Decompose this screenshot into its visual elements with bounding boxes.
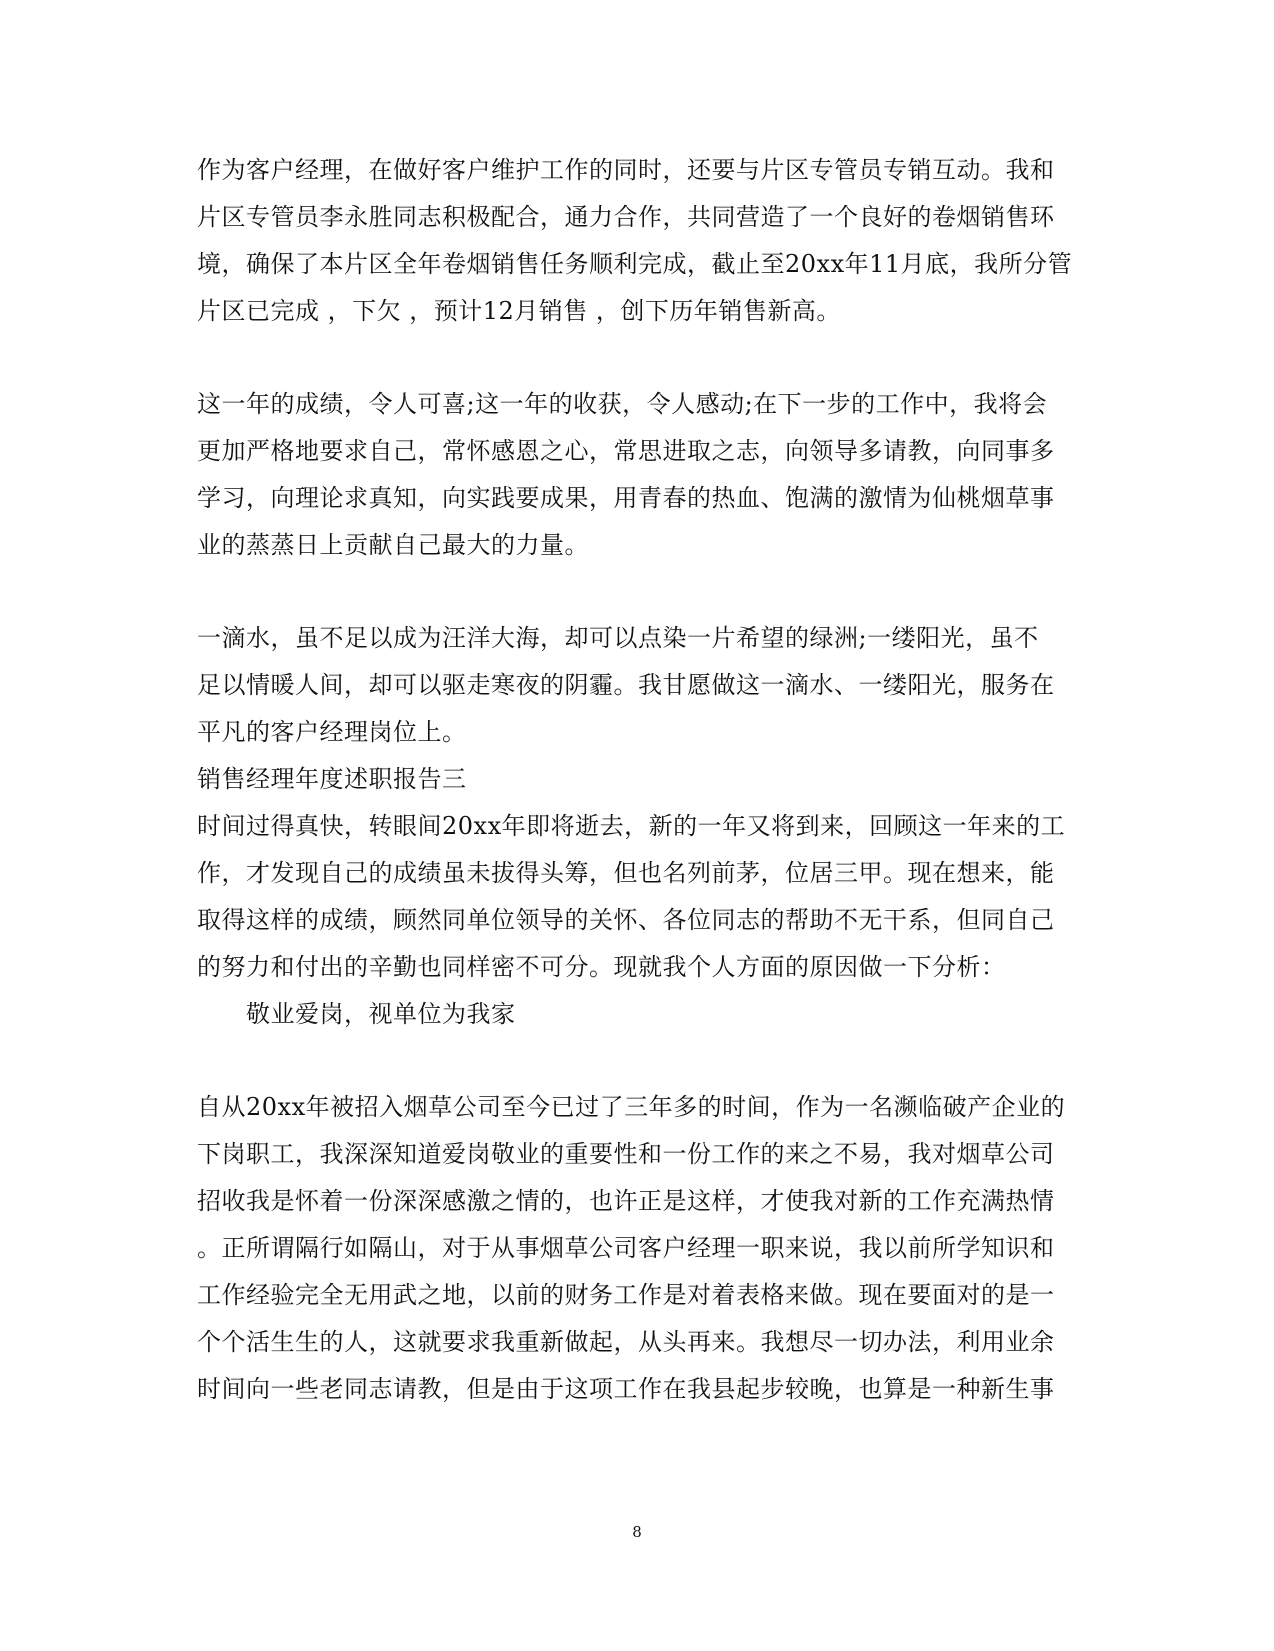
paragraph-line: 更加严格地要求自己，常怀感恩之心，常思进取之志，向领导多请教，向同事多: [197, 437, 1055, 465]
intro-line: 的努力和付出的辛勤也同样密不可分。现就我个人方面的原因做一下分析：: [197, 953, 1006, 981]
paragraph-line: 足以情暖人间，却可以驱走寒夜的阴霾。我甘愿做这一滴水、一缕阳光，服务在: [197, 671, 1055, 699]
body-line: 招收我是怀着一份深深感激之情的，也许正是这样，才使我对新的工作充满热情: [197, 1187, 1055, 1215]
body-line: 。正所谓隔行如隔山，对于从事烟草公司客户经理一职来说，我以前所学知识和: [197, 1234, 1055, 1262]
body-line: 时间向一些老同志请教，但是由于这项工作在我县起步较晚，也算是一种新生事: [197, 1375, 1055, 1403]
paragraph-line: 学习，向理论求真知，向实践要成果，用青春的热血、饱满的激情为仙桃烟草事: [197, 484, 1055, 512]
intro-line: 取得这样的成绩，顾然同单位领导的关怀、各位同志的帮助不无干系，但同自己: [197, 906, 1055, 934]
paragraph-line: 片区已完成 ，下欠 ，预计12月销售 ，创下历年销售新高。: [197, 297, 841, 325]
subheading: 敬业爱岗，视单位为我家: [246, 1000, 516, 1028]
body-line: 工作经验完全无用武之地，以前的财务工作是对着表格来做。现在要面对的是一: [197, 1281, 1055, 1309]
body-line: 自从20xx年被招入烟草公司至今已过了三年多的时间，作为一名濒临破产企业的: [197, 1093, 1066, 1121]
paragraph-line: 这一年的成绩，令人可喜;这一年的收获，令人感动;在下一步的工作中，我将会: [197, 390, 1048, 418]
paragraph-line: 境，确保了本片区全年卷烟销售任务顺利完成，截止至20xx年11月底，我所分管: [197, 250, 1073, 278]
paragraph-line: 片区专管员李永胜同志积极配合，通力合作，共同营造了一个良好的卷烟销售环: [197, 203, 1055, 231]
paragraph-line: 平凡的客户经理岗位上。: [197, 718, 467, 746]
body-line: 个个活生生的人，这就要求我重新做起，从头再来。我想尽一切办法，利用业余: [197, 1328, 1055, 1356]
body-line: 下岗职工，我深深知道爱岗敬业的重要性和一份工作的来之不易，我对烟草公司: [197, 1140, 1055, 1168]
section-title: 销售经理年度述职报告三: [197, 765, 467, 793]
page-number: 8: [632, 1523, 642, 1541]
intro-line: 时间过得真快，转眼间20xx年即将逝去，新的一年又将到来，回顾这一年来的工: [197, 812, 1066, 840]
paragraph-line: 作为客户经理，在做好客户维护工作的同时，还要与片区专管员专销互动。我和: [197, 156, 1055, 184]
paragraph-line: 一滴水，虽不足以成为汪洋大海，却可以点染一片希望的绿洲;一缕阳光，虽不: [197, 624, 1039, 652]
paragraph-line: 业的蒸蒸日上贡献自己最大的力量。: [197, 531, 589, 559]
intro-line: 作，才发现自己的成绩虽未拔得头筹，但也名列前茅，位居三甲。现在想来，能: [197, 859, 1055, 887]
